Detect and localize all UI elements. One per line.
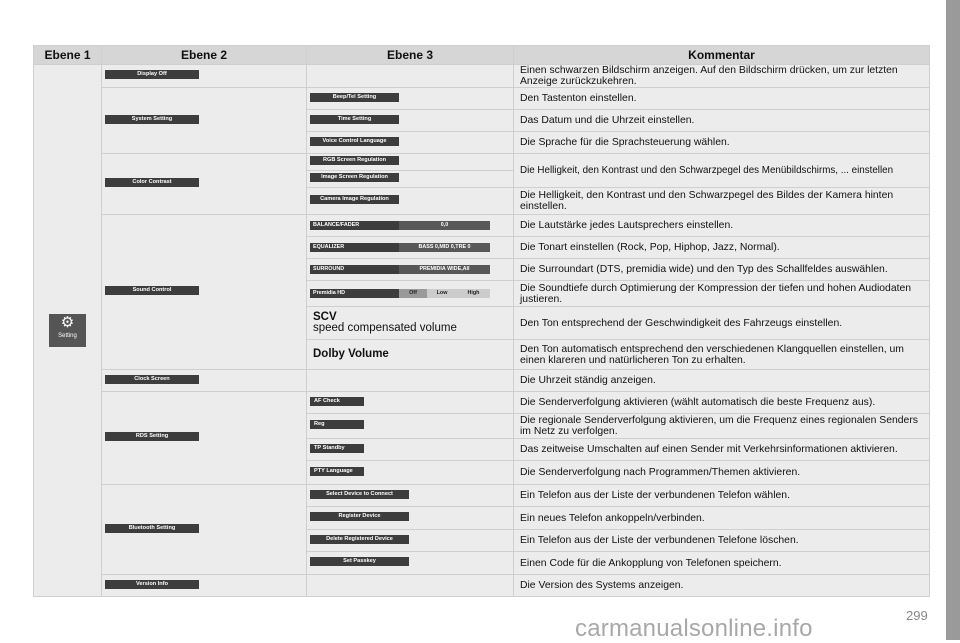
comment: Die Surroundart (DTS, premidia wide) und den Typ des Schallfeldes auswählen. [514,259,930,281]
equalizer-label: EQUALIZER [310,243,399,252]
comment: Die Sprache für die Sprachsteuerung wählen. [514,132,930,154]
comment: Die Helligkeit, den Kontrast und den Schwarzpegel des Menübildschirms, ... einstellen [514,154,930,188]
header-ebene-2: Ebene 2 [102,46,307,65]
setting-button[interactable] [49,314,86,347]
balance-fader-button[interactable] [310,221,490,230]
reg-button[interactable]: Reg [310,420,364,429]
rgb-screen-regulation-button[interactable]: RGB Screen Regulation [310,156,399,165]
beep-tel-setting-button[interactable]: Beep/Tel Setting [310,93,399,102]
set-passkey-button[interactable]: Set Passkey [310,557,409,566]
comment: Die Lautstärke jedes Lautsprechers einstellen. [514,215,930,237]
page-side-bar [946,0,960,640]
settings-table [33,45,930,597]
clock-screen-button[interactable]: Clock Screen [105,375,199,384]
comment: Das zeitweise Umschalten auf einen Sender mit Verkehrsinformationen aktivieren. [514,439,930,461]
surround-button[interactable] [310,265,490,274]
premidia-hd-button[interactable] [310,289,490,298]
comment: Die regionale Senderverfolgung aktivieren, um die Frequenz eines regionalen Senders im Netz zu verfolgen. [514,414,930,439]
scv-subtitle: speed compensated volume [313,322,457,334]
tp-standby-button[interactable]: TP Standby [310,444,364,453]
table-header-row [34,46,930,65]
balance-fader-label: BALANCE/FADER [310,221,399,230]
comment: Den Ton automatisch entsprechend den verschiedenen Klangquellen einstellen, um einen klareren und natürlicheren Ton zu erhalten. [514,340,930,370]
pty-language-button[interactable]: PTY Language [310,467,364,476]
rds-setting-button[interactable]: RDS Setting [105,432,199,441]
image-screen-regulation-button[interactable]: Image Screen Regulation [310,173,399,182]
header-ebene-3: Ebene 3 [307,46,514,65]
comment: Ein Telefon aus der Liste der verbundenen Telefon wählen. [514,485,930,507]
comment: Die Senderverfolgung aktivieren (wählt automatisch die beste Frequenz aus). [514,392,930,414]
premidia-hd-label: Premidia HD [310,289,399,298]
af-check-button[interactable]: AF Check [310,397,364,406]
equalizer-button[interactable] [310,243,490,252]
comment: Die Helligkeit, den Kontrast und den Schwarzpegel des Bildes der Kamera hinten einstellen. [514,188,930,215]
premidia-off-option[interactable]: Off [399,289,427,298]
color-contrast-button[interactable]: Color Contrast [105,178,199,187]
comment: Den Ton entsprechend der Geschwindigkeit des Fahrzeugs einstellen. [514,307,930,340]
sound-control-button[interactable]: Sound Control [105,286,199,295]
comment: Die Senderverfolgung nach Programmen/Themen aktivieren. [514,461,930,485]
bluetooth-setting-button[interactable]: Bluetooth Setting [105,524,199,533]
comment: Ein Telefon aus der Liste der verbundenen Telefone löschen. [514,530,930,552]
comment: Ein neues Telefon ankoppeln/verbinden. [514,507,930,530]
comment: Die Uhrzeit ständig anzeigen. [514,370,930,392]
watermark: carmanualsonline.info [575,615,813,642]
version-info-button[interactable]: Version Info [105,580,199,589]
comment: Die Version des Systems anzeigen. [514,575,930,597]
display-off-button[interactable]: Display Off [105,70,199,79]
equalizer-value: BASS 0,MID 0,TRE 0 [399,243,490,252]
voice-control-language-button[interactable]: Voice Control Language [310,137,399,146]
surround-value: PREMIDIA WIDE,All [399,265,490,274]
page-number: 299 [906,608,928,623]
premidia-low-option[interactable]: Low [427,289,457,298]
camera-image-regulation-button[interactable]: Camera Image Regulation [310,195,399,204]
surround-label: SURROUND [310,265,399,274]
comment: Die Tonart einstellen (Rock, Pop, Hiphop, Jazz, Normal). [514,237,930,259]
comment: Einen Code für die Ankopplung von Telefonen speichern. [514,552,930,575]
select-device-button[interactable]: Select Device to Connect [310,490,409,499]
gear-icon: ⚙ [60,314,75,331]
register-device-button[interactable]: Register Device [310,512,409,521]
table-row [34,65,930,88]
dolby-volume-title: Dolby Volume [313,348,389,360]
setting-label: Setting [58,333,77,339]
level1-cell [34,65,102,597]
header-kommentar: Kommentar [514,46,930,65]
scv-title: SCV [313,311,337,323]
header-ebene-1: Ebene 1 [34,46,102,65]
comment: Den Tastenton einstellen. [514,88,930,110]
comment: Die Soundtiefe durch Optimierung der Kompression der tiefen und hohen Audiodaten justieren. [514,281,930,307]
system-setting-button[interactable]: System Setting [105,115,199,124]
comment: Einen schwarzen Bildschirm anzeigen. Auf den Bildschirm drücken, um zur letzten Anzeige zurückzukehren. [514,65,930,88]
delete-registered-device-button[interactable]: Delete Registered Device [310,535,409,544]
comment: Das Datum und die Uhrzeit einstellen. [514,110,930,132]
time-setting-button[interactable]: Time Setting [310,115,399,124]
balance-fader-value: 0,0 [399,221,490,230]
premidia-high-option[interactable]: High [457,289,490,298]
